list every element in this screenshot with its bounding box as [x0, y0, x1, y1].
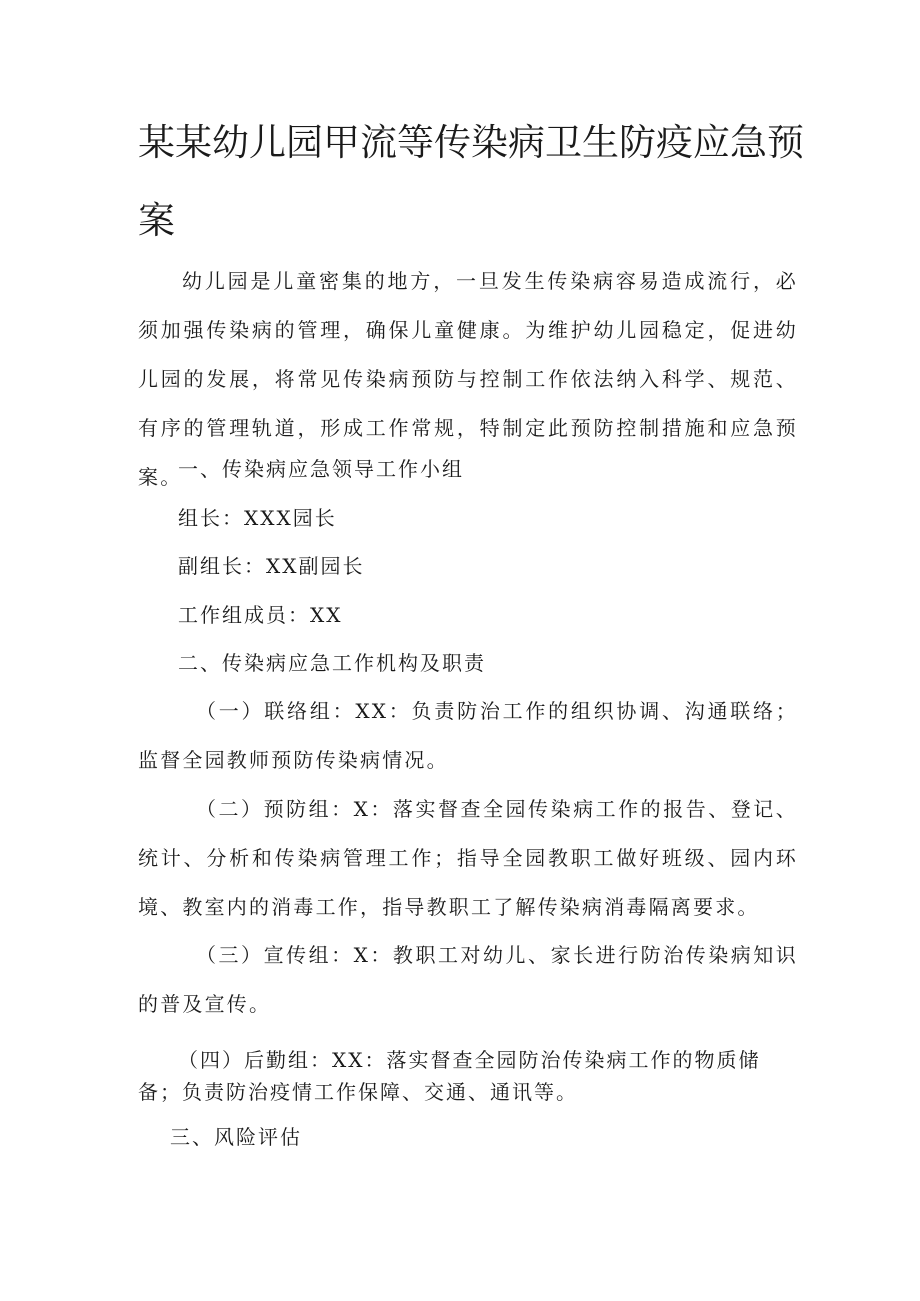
deputy-leader-line: 副组长：XX副园长 — [178, 554, 365, 578]
section-3-heading: 三、风险评估 — [170, 1125, 302, 1149]
document-title-line-1: 某某幼儿园甲流等传染病卫生防疫应急预 — [138, 121, 804, 164]
section-2-heading: 二、传染病应急工作机构及职责 — [178, 651, 486, 675]
intro-paragraph: 幼儿园是儿童密集的地方，一旦发生传染病容易造成流行，必须加强传染病的管理，确保儿童健康。为维护幼儿园稳定，促进幼儿园的发展，将常见传染病预防与控制工作依法纳入科学、规范、有序的管理轨道，形成工作常规，特制定此预防控制措施和应急预案。 — [138, 269, 798, 489]
leader-line: 组长：XXX园长 — [178, 506, 337, 530]
logistics-group-line-1: （四）后勤组：XX：落实督查全园防治传染病工作的物质储 — [178, 1048, 761, 1072]
members-line: 工作组成员：XX — [178, 603, 343, 627]
liaison-group-paragraph: （一）联络组：XX：负责防治工作的组织协调、沟通联络；监督全园教师预防传染病情况。 — [138, 699, 798, 772]
section-1-heading: 一、传染病应急领导工作小组 — [178, 457, 464, 481]
document-title-line-2: 案 — [138, 199, 175, 242]
publicity-group-paragraph: （三）宣传组：X：教职工对幼儿、家长进行防治传染病知识的普及宣传。 — [138, 943, 798, 1016]
logistics-group-line-2: 备；负责防治疫情工作保障、交通、通讯等。 — [138, 1080, 578, 1104]
prevention-group-paragraph: （二）预防组：X：落实督查全园传染病工作的报告、登记、统计、分析和传染病管理工作；指导全园教职工做好班级、园内环境、教室内的消毒工作，指导教职工了解传染病消毒隔离要求。 — [138, 797, 798, 919]
